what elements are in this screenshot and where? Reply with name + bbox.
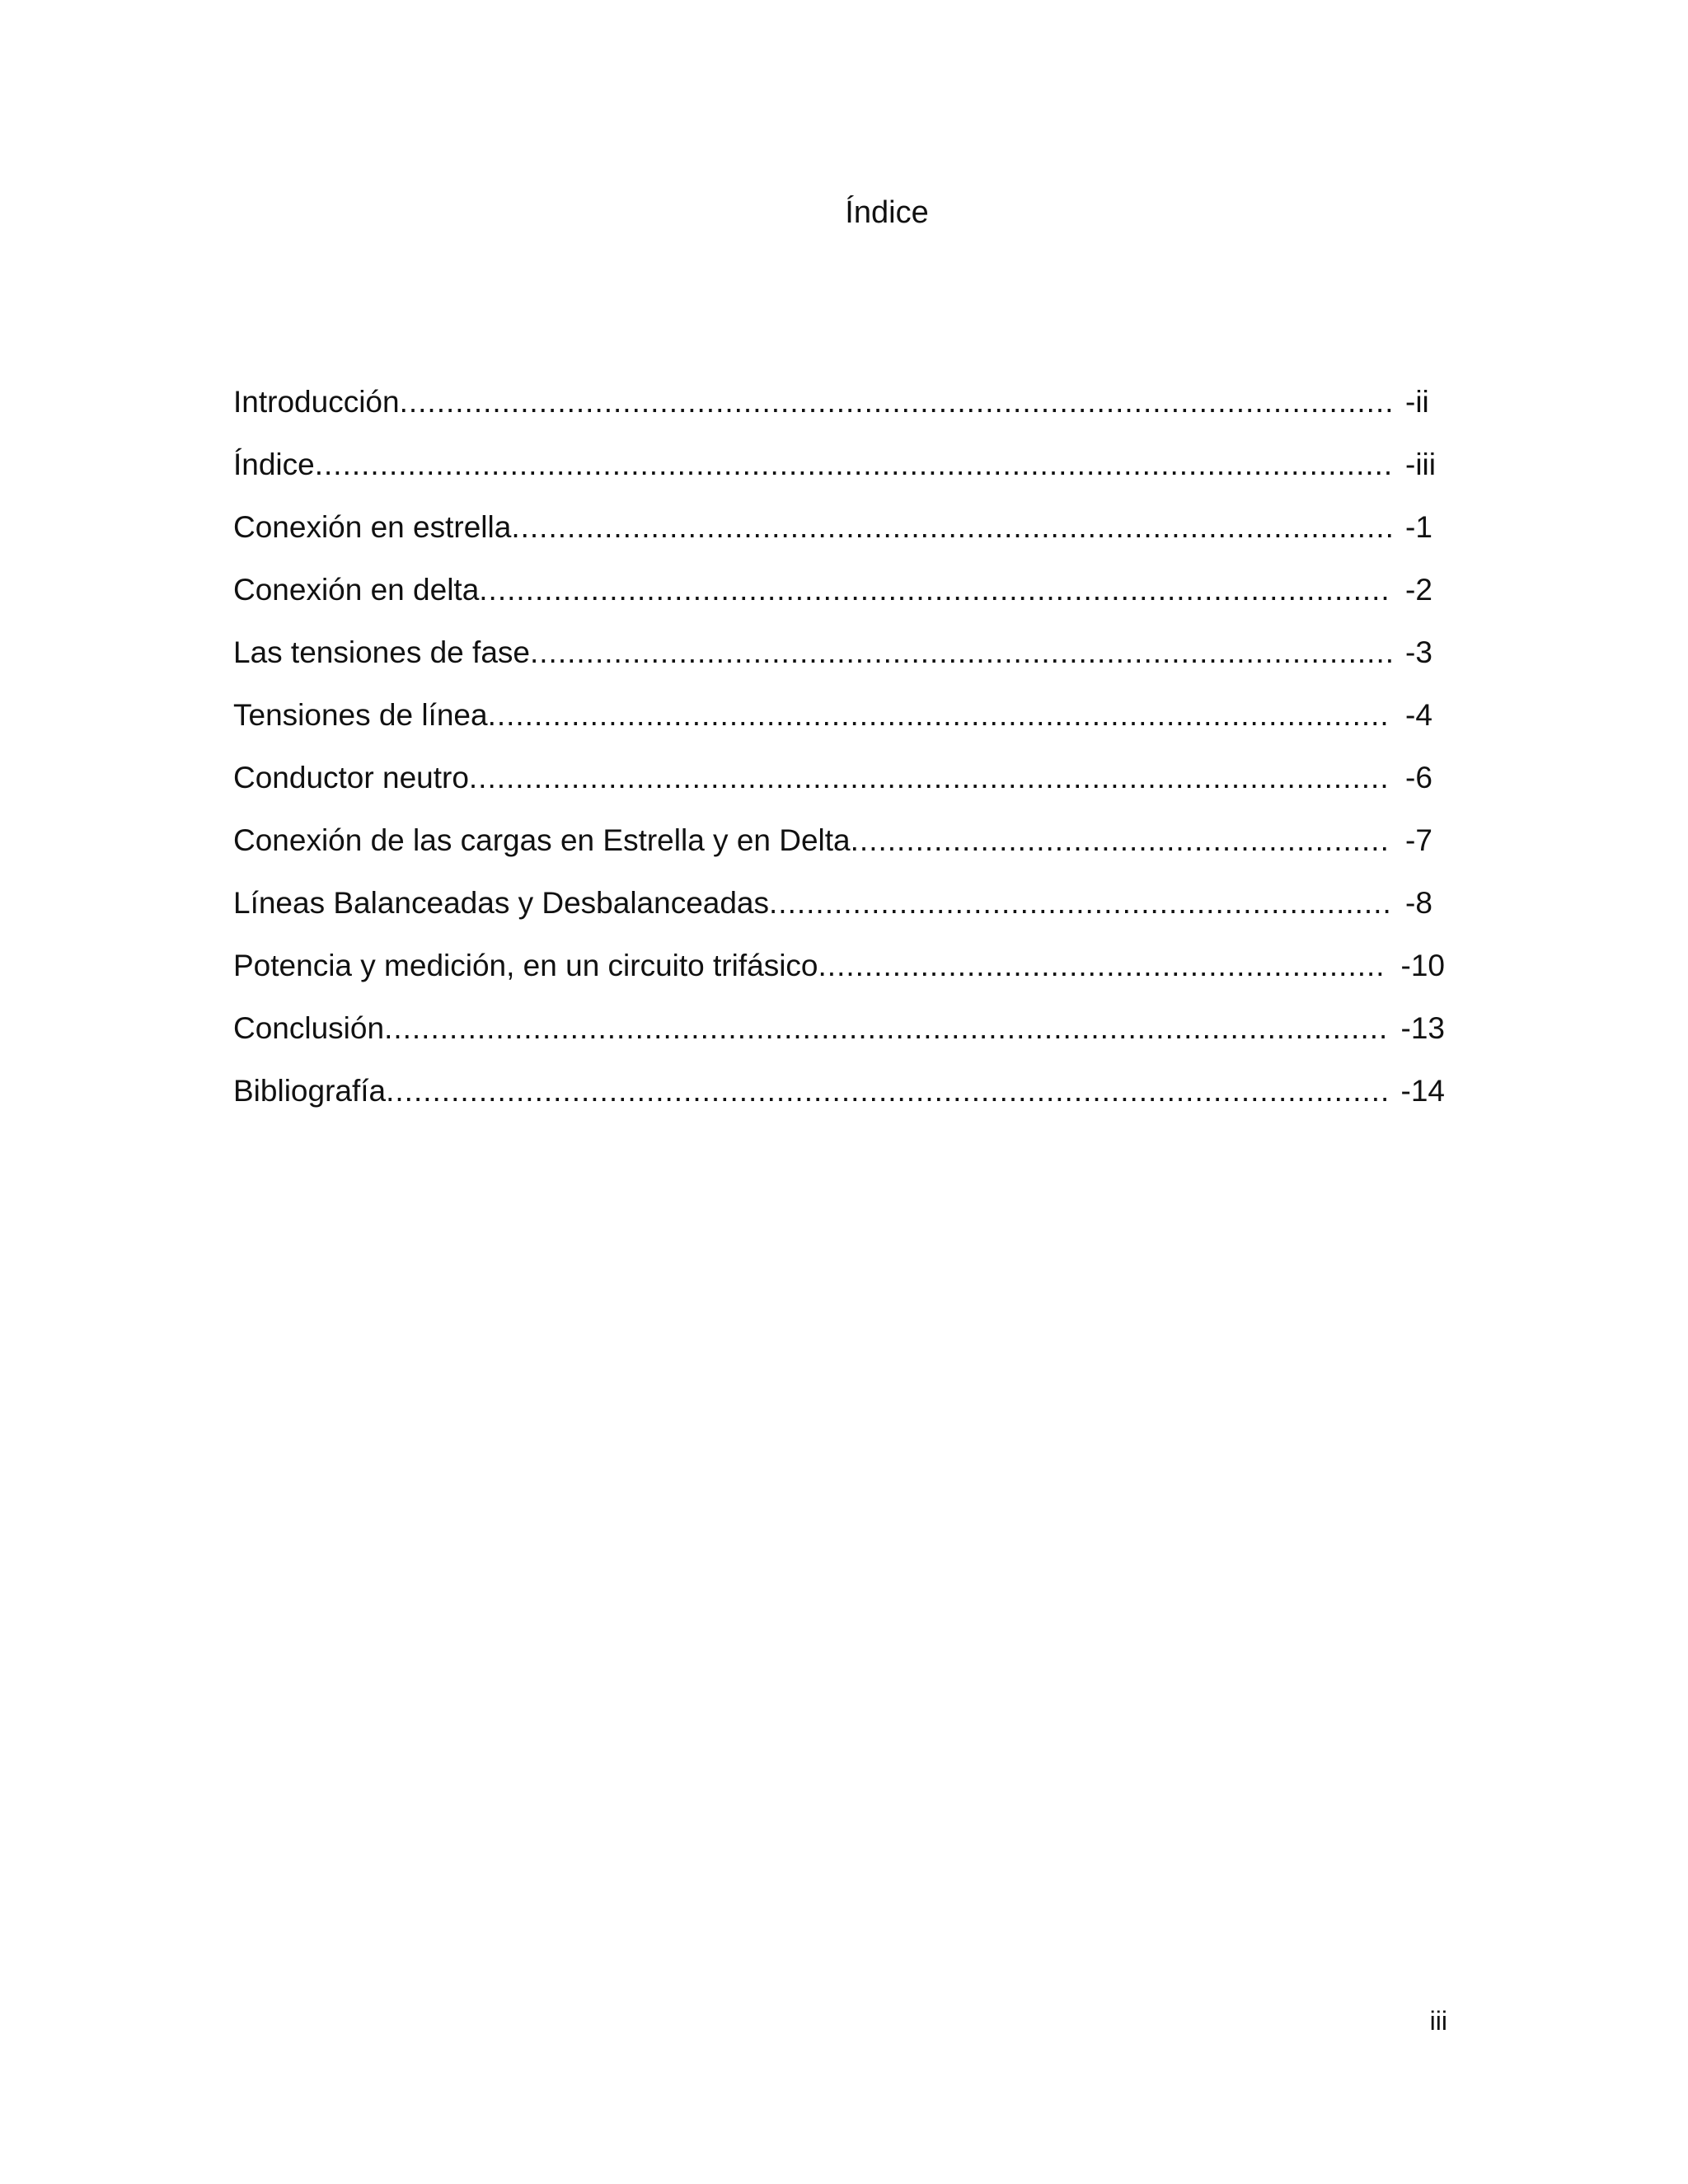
toc-dot-leader	[818, 940, 1388, 992]
toc-entry-page: -2	[1405, 573, 1432, 607]
toc-entry-page: -13	[1400, 1011, 1445, 1045]
toc-entry-conexion-estrella[interactable]	[233, 501, 1445, 564]
toc-entry-page: -3	[1405, 635, 1432, 669]
toc-dot-leader	[479, 564, 1392, 616]
toc-entry-page: -14	[1400, 1074, 1445, 1108]
toc-entry-indice[interactable]	[233, 438, 1445, 501]
toc-dot-leader	[386, 1065, 1387, 1118]
toc-entry-conclusion[interactable]	[233, 1002, 1445, 1065]
toc-dot-leader	[851, 814, 1392, 867]
toc-entry-label: Bibliografía	[233, 1074, 387, 1108]
toc-entry-page: -ii	[1405, 385, 1429, 419]
toc-entry-label: Índice	[233, 448, 315, 481]
toc-entry-tensiones-fase[interactable]	[233, 626, 1445, 689]
toc-dot-leader	[315, 438, 1392, 491]
toc-entry-page: -4	[1405, 698, 1432, 732]
toc-entry-tensiones-linea[interactable]	[233, 689, 1445, 752]
toc-entry-page: -1	[1405, 510, 1432, 544]
table-of-contents	[233, 376, 1445, 1127]
toc-dot-leader	[469, 752, 1392, 804]
toc-entry-label: Conductor neutro	[233, 761, 469, 794]
toc-entry-page: -7	[1405, 823, 1432, 857]
toc-entry-label: Potencia y medición, en un circuito trifásico	[233, 949, 818, 982]
toc-entry-page: -6	[1405, 761, 1432, 794]
toc-entry-label: Conclusión	[233, 1011, 385, 1045]
toc-dot-leader	[384, 1002, 1387, 1055]
toc-entry-label: Tensiones de línea	[233, 698, 488, 732]
toc-entry-introduccion[interactable]	[233, 376, 1445, 438]
toc-entry-lineas-balanceadas[interactable]	[233, 877, 1445, 940]
toc-entry-label: Las tensiones de fase	[233, 635, 530, 669]
toc-entry-bibliografia[interactable]	[233, 1065, 1445, 1127]
toc-entry-label: Conexión en estrella	[233, 510, 512, 544]
toc-dot-leader	[769, 877, 1392, 930]
toc-entry-conexion-delta[interactable]	[233, 564, 1445, 626]
page-number: iii	[1429, 2006, 1447, 2036]
toc-entry-label: Líneas Balanceadas y Desbalanceadas	[233, 886, 770, 920]
toc-entry-page: -iii	[1405, 448, 1436, 481]
toc-entry-conductor-neutro[interactable]	[233, 752, 1445, 814]
toc-entry-label: Introducción	[233, 385, 400, 419]
page-title: Índice	[845, 195, 929, 230]
toc-dot-leader	[511, 501, 1392, 554]
toc-entry-page: -8	[1405, 886, 1432, 920]
toc-entry-potencia-medicion[interactable]	[233, 940, 1445, 1002]
toc-entry-label: Conexión en delta	[233, 573, 480, 607]
toc-dot-leader	[530, 626, 1392, 679]
toc-entry-label: Conexión de las cargas en Estrella y en Delta	[233, 823, 851, 857]
toc-dot-leader	[400, 376, 1392, 429]
toc-dot-leader	[488, 689, 1392, 742]
toc-entry-conexion-cargas[interactable]	[233, 814, 1445, 877]
toc-entry-page: -10	[1400, 949, 1445, 982]
